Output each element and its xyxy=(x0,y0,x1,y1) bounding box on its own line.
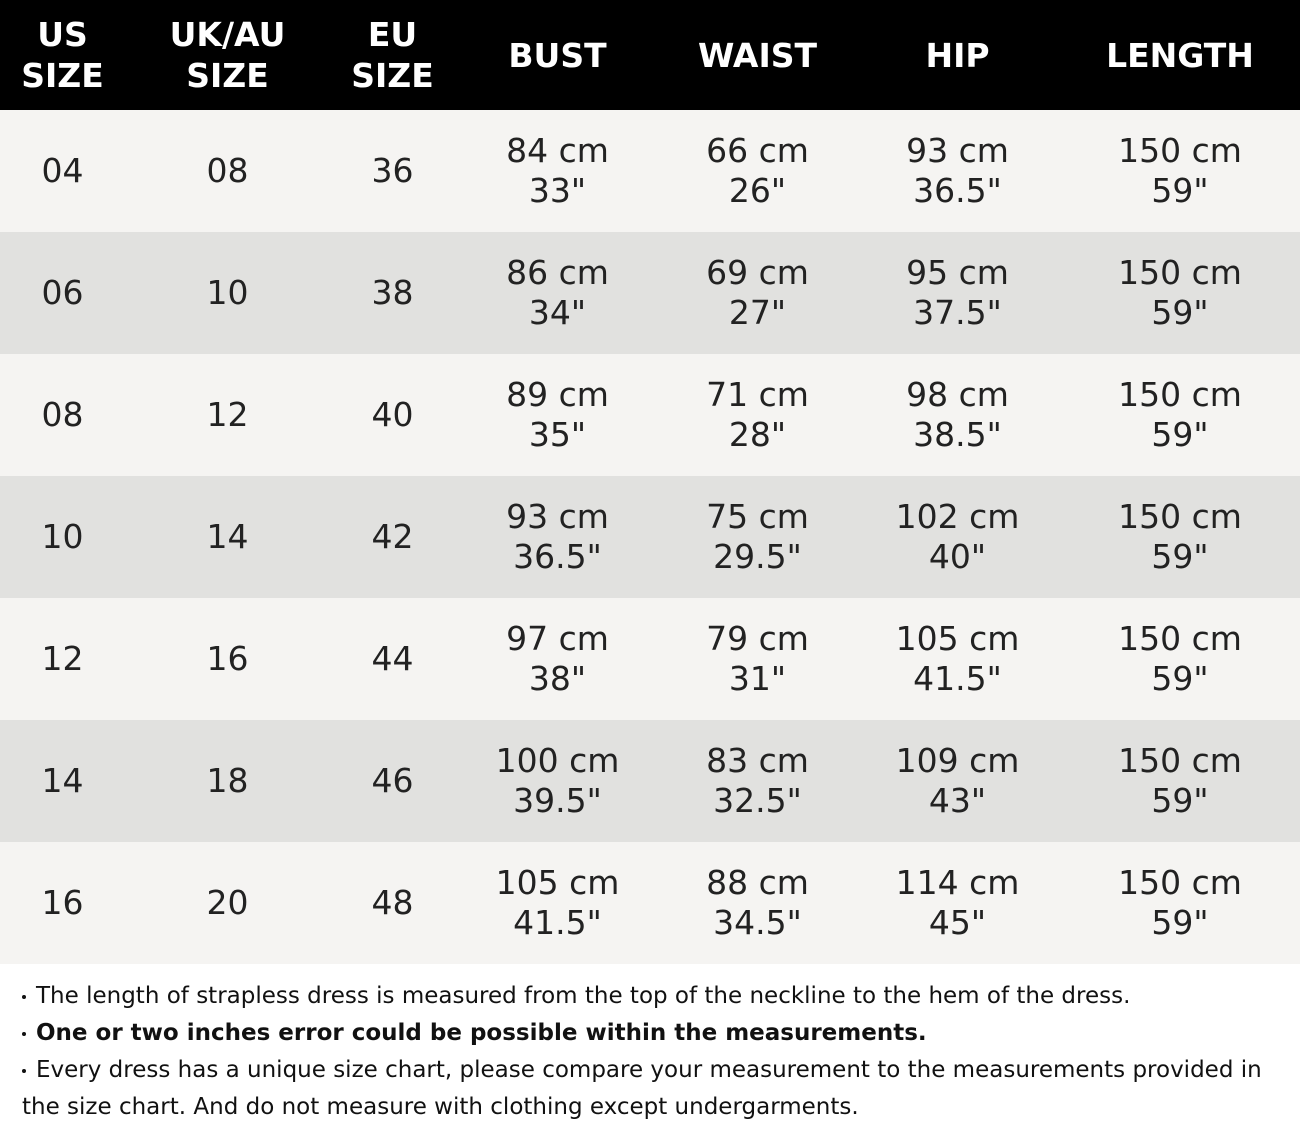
uk-au-size-cell xyxy=(125,842,330,964)
cm-value: 69 cm xyxy=(706,253,809,292)
size-value: 20 xyxy=(206,883,249,922)
uk-au-size-cell xyxy=(125,598,330,720)
size-value: 08 xyxy=(41,395,84,434)
length-cell xyxy=(1060,476,1300,598)
bust-cell xyxy=(455,354,660,476)
uk-au-size-cell xyxy=(125,232,330,354)
inch-value: 28" xyxy=(728,415,787,454)
size-value: 10 xyxy=(41,517,84,556)
hip-cell xyxy=(855,110,1060,232)
note-text: Every dress has a unique size chart, please compare your measurement to the measurements provided in the size chart. And do not measure with clothing except undergarments. xyxy=(22,1057,1262,1120)
bust-cell xyxy=(455,842,660,964)
cm-value: 66 cm xyxy=(706,131,809,170)
note-item xyxy=(18,978,1288,1015)
waist-cell xyxy=(660,232,855,354)
header-row xyxy=(0,0,1300,110)
size-value: 12 xyxy=(206,395,249,434)
size-value: 38 xyxy=(371,273,414,312)
inch-value: 59" xyxy=(1151,659,1209,698)
cm-value: 84 cm xyxy=(506,131,609,170)
hip-cell xyxy=(855,720,1060,842)
size-value: 46 xyxy=(371,761,414,800)
inch-value: 38" xyxy=(528,659,587,698)
eu-size-cell xyxy=(330,476,455,598)
inch-value: 33" xyxy=(528,171,587,210)
size-value: 16 xyxy=(41,883,84,922)
waist-cell xyxy=(660,110,855,232)
header-us-size: US SIZE xyxy=(21,15,104,95)
note-text: One or two inches error could be possible within the measurements. xyxy=(36,1020,927,1046)
waist-cell xyxy=(660,598,855,720)
inch-value: 31" xyxy=(728,659,787,698)
size-value: 44 xyxy=(371,639,414,678)
table-row xyxy=(0,354,1300,476)
hip-cell xyxy=(855,476,1060,598)
uk-au-size-cell xyxy=(125,354,330,476)
length-cell xyxy=(1060,354,1300,476)
hip-cell xyxy=(855,354,1060,476)
cm-value: 93 cm xyxy=(906,131,1009,170)
header-length: LENGTH xyxy=(1106,35,1254,75)
header-bust: BUST xyxy=(508,35,607,75)
table-row xyxy=(0,842,1300,964)
table-row xyxy=(0,232,1300,354)
cm-value: 95 cm xyxy=(906,253,1009,292)
cm-value: 98 cm xyxy=(906,375,1009,414)
cm-value: 150 cm xyxy=(1118,863,1242,902)
size-value: 10 xyxy=(206,273,249,312)
size-value: 48 xyxy=(371,883,414,922)
eu-size-cell xyxy=(330,720,455,842)
inch-value: 41.5" xyxy=(513,903,602,942)
us-size-cell xyxy=(0,232,125,354)
note-item xyxy=(18,1015,1288,1052)
uk-au-size-cell xyxy=(125,110,330,232)
cm-value: 71 cm xyxy=(706,375,809,414)
hip-cell xyxy=(855,842,1060,964)
us-size-cell xyxy=(0,598,125,720)
header-waist: WAIST xyxy=(697,35,817,75)
cm-value: 83 cm xyxy=(706,741,809,780)
cm-value: 150 cm xyxy=(1118,741,1242,780)
inch-value: 59" xyxy=(1151,171,1209,210)
table-row xyxy=(0,110,1300,232)
length-cell xyxy=(1060,842,1300,964)
cm-value: 150 cm xyxy=(1118,253,1242,292)
cm-value: 86 cm xyxy=(506,253,609,292)
eu-size-cell xyxy=(330,842,455,964)
length-cell xyxy=(1060,720,1300,842)
size-value: 08 xyxy=(206,151,249,190)
header-hip: HIP xyxy=(925,35,990,75)
inch-value: 45" xyxy=(928,903,987,942)
size-value: 14 xyxy=(41,761,84,800)
cm-value: 105 cm xyxy=(895,619,1020,658)
cm-value: 109 cm xyxy=(895,741,1020,780)
size-value: 12 xyxy=(41,639,84,678)
inch-value: 40" xyxy=(928,537,987,576)
eu-size-cell xyxy=(330,598,455,720)
waist-cell xyxy=(660,720,855,842)
eu-size-cell xyxy=(330,110,455,232)
table-row xyxy=(0,720,1300,842)
cm-value: 79 cm xyxy=(706,619,809,658)
us-size-cell xyxy=(0,354,125,476)
length-cell xyxy=(1060,110,1300,232)
size-value: 16 xyxy=(206,639,249,678)
bullet-icon xyxy=(22,1069,26,1073)
inch-value: 27" xyxy=(728,293,787,332)
bullet-icon xyxy=(22,1032,26,1036)
cm-value: 150 cm xyxy=(1118,497,1242,536)
us-size-cell xyxy=(0,476,125,598)
bust-cell xyxy=(455,232,660,354)
inch-value: 29.5" xyxy=(713,537,802,576)
header-uk-au-size: UK/AU SIZE xyxy=(169,15,286,95)
size-value: 42 xyxy=(371,517,414,556)
inch-value: 59" xyxy=(1151,537,1209,576)
table-header xyxy=(0,0,1300,110)
bust-cell xyxy=(455,720,660,842)
inch-value: 35" xyxy=(528,415,587,454)
table-row xyxy=(0,598,1300,720)
inch-value: 59" xyxy=(1151,781,1209,820)
inch-value: 32.5" xyxy=(713,781,802,820)
cm-value: 102 cm xyxy=(895,497,1020,536)
inch-value: 36.5" xyxy=(513,537,602,576)
table-body xyxy=(0,110,1300,964)
cm-value: 88 cm xyxy=(706,863,809,902)
hip-cell xyxy=(855,232,1060,354)
notes-section xyxy=(0,964,1288,1126)
size-value: 36 xyxy=(371,151,414,190)
inch-value: 37.5" xyxy=(913,293,1002,332)
size-value: 06 xyxy=(41,273,84,312)
bust-cell xyxy=(455,598,660,720)
cm-value: 93 cm xyxy=(506,497,609,536)
bust-cell xyxy=(455,110,660,232)
cm-value: 114 cm xyxy=(895,863,1020,902)
cm-value: 150 cm xyxy=(1118,375,1242,414)
cm-value: 150 cm xyxy=(1118,619,1242,658)
cm-value: 89 cm xyxy=(506,375,609,414)
inch-value: 43" xyxy=(928,781,987,820)
size-value: 40 xyxy=(371,395,414,434)
size-value: 18 xyxy=(206,761,249,800)
note-item xyxy=(18,1052,1288,1126)
cm-value: 105 cm xyxy=(495,863,620,902)
inch-value: 34" xyxy=(528,293,587,332)
note-text: The length of strapless dress is measured from the top of the neckline to the hem of the dress. xyxy=(36,983,1131,1009)
waist-cell xyxy=(660,842,855,964)
bust-cell xyxy=(455,476,660,598)
inch-value: 59" xyxy=(1151,903,1209,942)
eu-size-cell xyxy=(330,232,455,354)
us-size-cell xyxy=(0,110,125,232)
us-size-cell xyxy=(0,720,125,842)
inch-value: 26" xyxy=(728,171,787,210)
header-eu-size: EU SIZE xyxy=(351,15,434,95)
cm-value: 100 cm xyxy=(495,741,620,780)
inch-value: 36.5" xyxy=(913,171,1002,210)
us-size-cell xyxy=(0,842,125,964)
inch-value: 34.5" xyxy=(713,903,802,942)
inch-value: 38.5" xyxy=(913,415,1002,454)
waist-cell xyxy=(660,476,855,598)
bullet-icon xyxy=(22,995,26,999)
cm-value: 97 cm xyxy=(506,619,609,658)
hip-cell xyxy=(855,598,1060,720)
length-cell xyxy=(1060,232,1300,354)
inch-value: 41.5" xyxy=(913,659,1002,698)
inch-value: 59" xyxy=(1151,293,1209,332)
size-value: 04 xyxy=(41,151,84,190)
eu-size-cell xyxy=(330,354,455,476)
uk-au-size-cell xyxy=(125,476,330,598)
cm-value: 150 cm xyxy=(1118,131,1242,170)
uk-au-size-cell xyxy=(125,720,330,842)
inch-value: 39.5" xyxy=(513,781,602,820)
table-row xyxy=(0,476,1300,598)
waist-cell xyxy=(660,354,855,476)
size-value: 14 xyxy=(206,517,249,556)
inch-value: 59" xyxy=(1151,415,1209,454)
length-cell xyxy=(1060,598,1300,720)
cm-value: 75 cm xyxy=(706,497,809,536)
